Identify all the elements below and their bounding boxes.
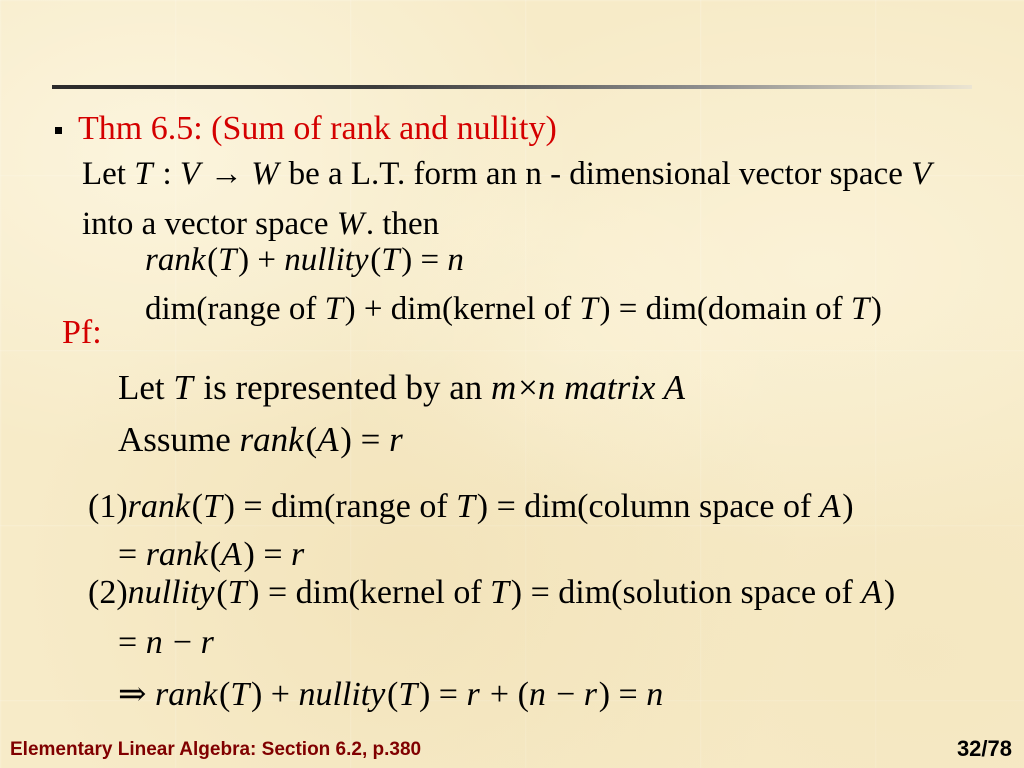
math-variable: A: [861, 574, 883, 611]
math-text: (: [370, 242, 382, 278]
math-variable: rank: [155, 676, 218, 713]
math-variable: W: [251, 156, 279, 192]
math-text: ): [883, 574, 896, 611]
math-text: (: [387, 676, 399, 713]
math-text: ) = dim(solution space of: [510, 574, 862, 611]
math-text: ): [842, 488, 854, 525]
math-variable: T: [381, 242, 400, 278]
math-text: (: [219, 676, 231, 713]
math-text: :: [154, 156, 180, 192]
math-text: Let: [82, 156, 135, 192]
proof-step-2-continued: [118, 626, 215, 660]
footer-course-reference: Elementary Linear Algebra: Section 6.2, p.380: [10, 739, 422, 760]
math-variable: n: [646, 676, 664, 713]
math-variable: T: [490, 574, 510, 611]
math-text: (: [209, 536, 222, 573]
math-text: ): [870, 291, 882, 327]
theorem-title: Thm 6.5: (Sum of rank and nullity): [78, 110, 557, 147]
math-variable: T: [579, 291, 598, 327]
math-variable: rank: [145, 536, 209, 573]
math-variable: T: [218, 242, 237, 278]
formula-dimension: [145, 293, 882, 326]
math-variable: nullity: [127, 574, 215, 611]
math-variable: V: [911, 156, 932, 192]
math-variable: A: [221, 536, 242, 573]
math-variable: T: [203, 488, 222, 525]
math-variable: T: [456, 488, 476, 525]
math-variable: W: [336, 206, 365, 242]
math-variable: T: [398, 676, 418, 713]
math-text: (2): [88, 574, 128, 611]
math-text: ) = dim(column space of: [476, 488, 820, 525]
proof-step-2: [88, 576, 895, 610]
math-text: ) =: [243, 536, 291, 573]
math-text: (: [216, 574, 228, 611]
theorem-statement-line: [82, 158, 933, 191]
math-variable: A: [317, 420, 339, 459]
math-variable: T: [227, 574, 247, 611]
math-variable: T: [230, 676, 250, 713]
math-variable: V: [179, 156, 201, 192]
math-text: −: [547, 676, 584, 713]
math-variable: r: [389, 420, 403, 459]
math-text: Assume: [118, 420, 240, 459]
math-variable: T: [850, 291, 870, 327]
math-text: −: [164, 624, 201, 661]
math-text: ) +: [250, 676, 299, 713]
math-variable: T: [134, 156, 153, 192]
math-variable: m: [491, 368, 517, 407]
proof-label: Pf:: [62, 314, 102, 351]
math-text: dim(range of: [145, 291, 325, 327]
times-symbol: ×: [518, 368, 538, 407]
math-text: (: [305, 420, 318, 459]
math-text: ) = dim(kernel of: [248, 574, 491, 611]
math-text: into a vector space: [82, 206, 337, 242]
math-variable: r: [291, 536, 305, 573]
math-variable: T: [324, 291, 343, 327]
math-variable: rank: [127, 488, 190, 525]
math-variable: rank: [145, 242, 206, 278]
math-text: be a L.T. form an n - dimensional vector space: [280, 156, 912, 192]
math-text: Let: [118, 368, 174, 407]
math-variable: n matrix A: [537, 368, 685, 407]
math-variable: r: [466, 676, 480, 713]
math-variable: n: [145, 624, 163, 661]
math-text: is represented by an: [194, 368, 492, 407]
math-text: ) = dim(range of: [223, 488, 457, 525]
proof-line-assume: [118, 422, 405, 457]
math-variable: nullity: [284, 242, 369, 278]
math-text: + (: [481, 676, 529, 713]
math-text: =: [118, 536, 146, 573]
arrow-symbol: →: [201, 156, 252, 192]
math-variable: n: [528, 676, 546, 713]
formula-rank-nullity: [145, 244, 465, 277]
math-variable: r: [583, 676, 597, 713]
proof-line-matrix: [118, 370, 687, 405]
proof-conclusion: [118, 678, 665, 712]
math-text: =: [118, 624, 146, 661]
math-text: (1): [88, 488, 128, 525]
math-text: ) =: [340, 420, 390, 459]
square-bullet-icon: [55, 127, 62, 134]
math-text: ) = dim(domain of: [599, 291, 851, 327]
math-text: ) + dim(kernel of: [344, 291, 580, 327]
proof-step-1: [88, 490, 854, 524]
slide-page-number: 32/78: [956, 736, 1012, 761]
math-variable: A: [819, 488, 841, 525]
math-text: ) +: [238, 242, 285, 278]
math-text: ) =: [401, 242, 448, 278]
math-variable: T: [173, 368, 193, 407]
math-variable: rank: [239, 420, 304, 459]
math-variable: n: [447, 242, 464, 278]
title-divider-rule: [52, 85, 972, 89]
math-text: ) =: [418, 676, 467, 713]
math-text: ) =: [598, 676, 647, 713]
theorem-statement-line: [82, 208, 439, 241]
math-text: (: [191, 488, 203, 525]
implies-symbol: ⇒: [118, 676, 155, 713]
math-text: . then: [365, 206, 440, 242]
math-text: (: [207, 242, 219, 278]
math-variable: nullity: [298, 676, 386, 713]
math-variable: r: [200, 624, 214, 661]
proof-step-1-continued: [118, 538, 306, 572]
